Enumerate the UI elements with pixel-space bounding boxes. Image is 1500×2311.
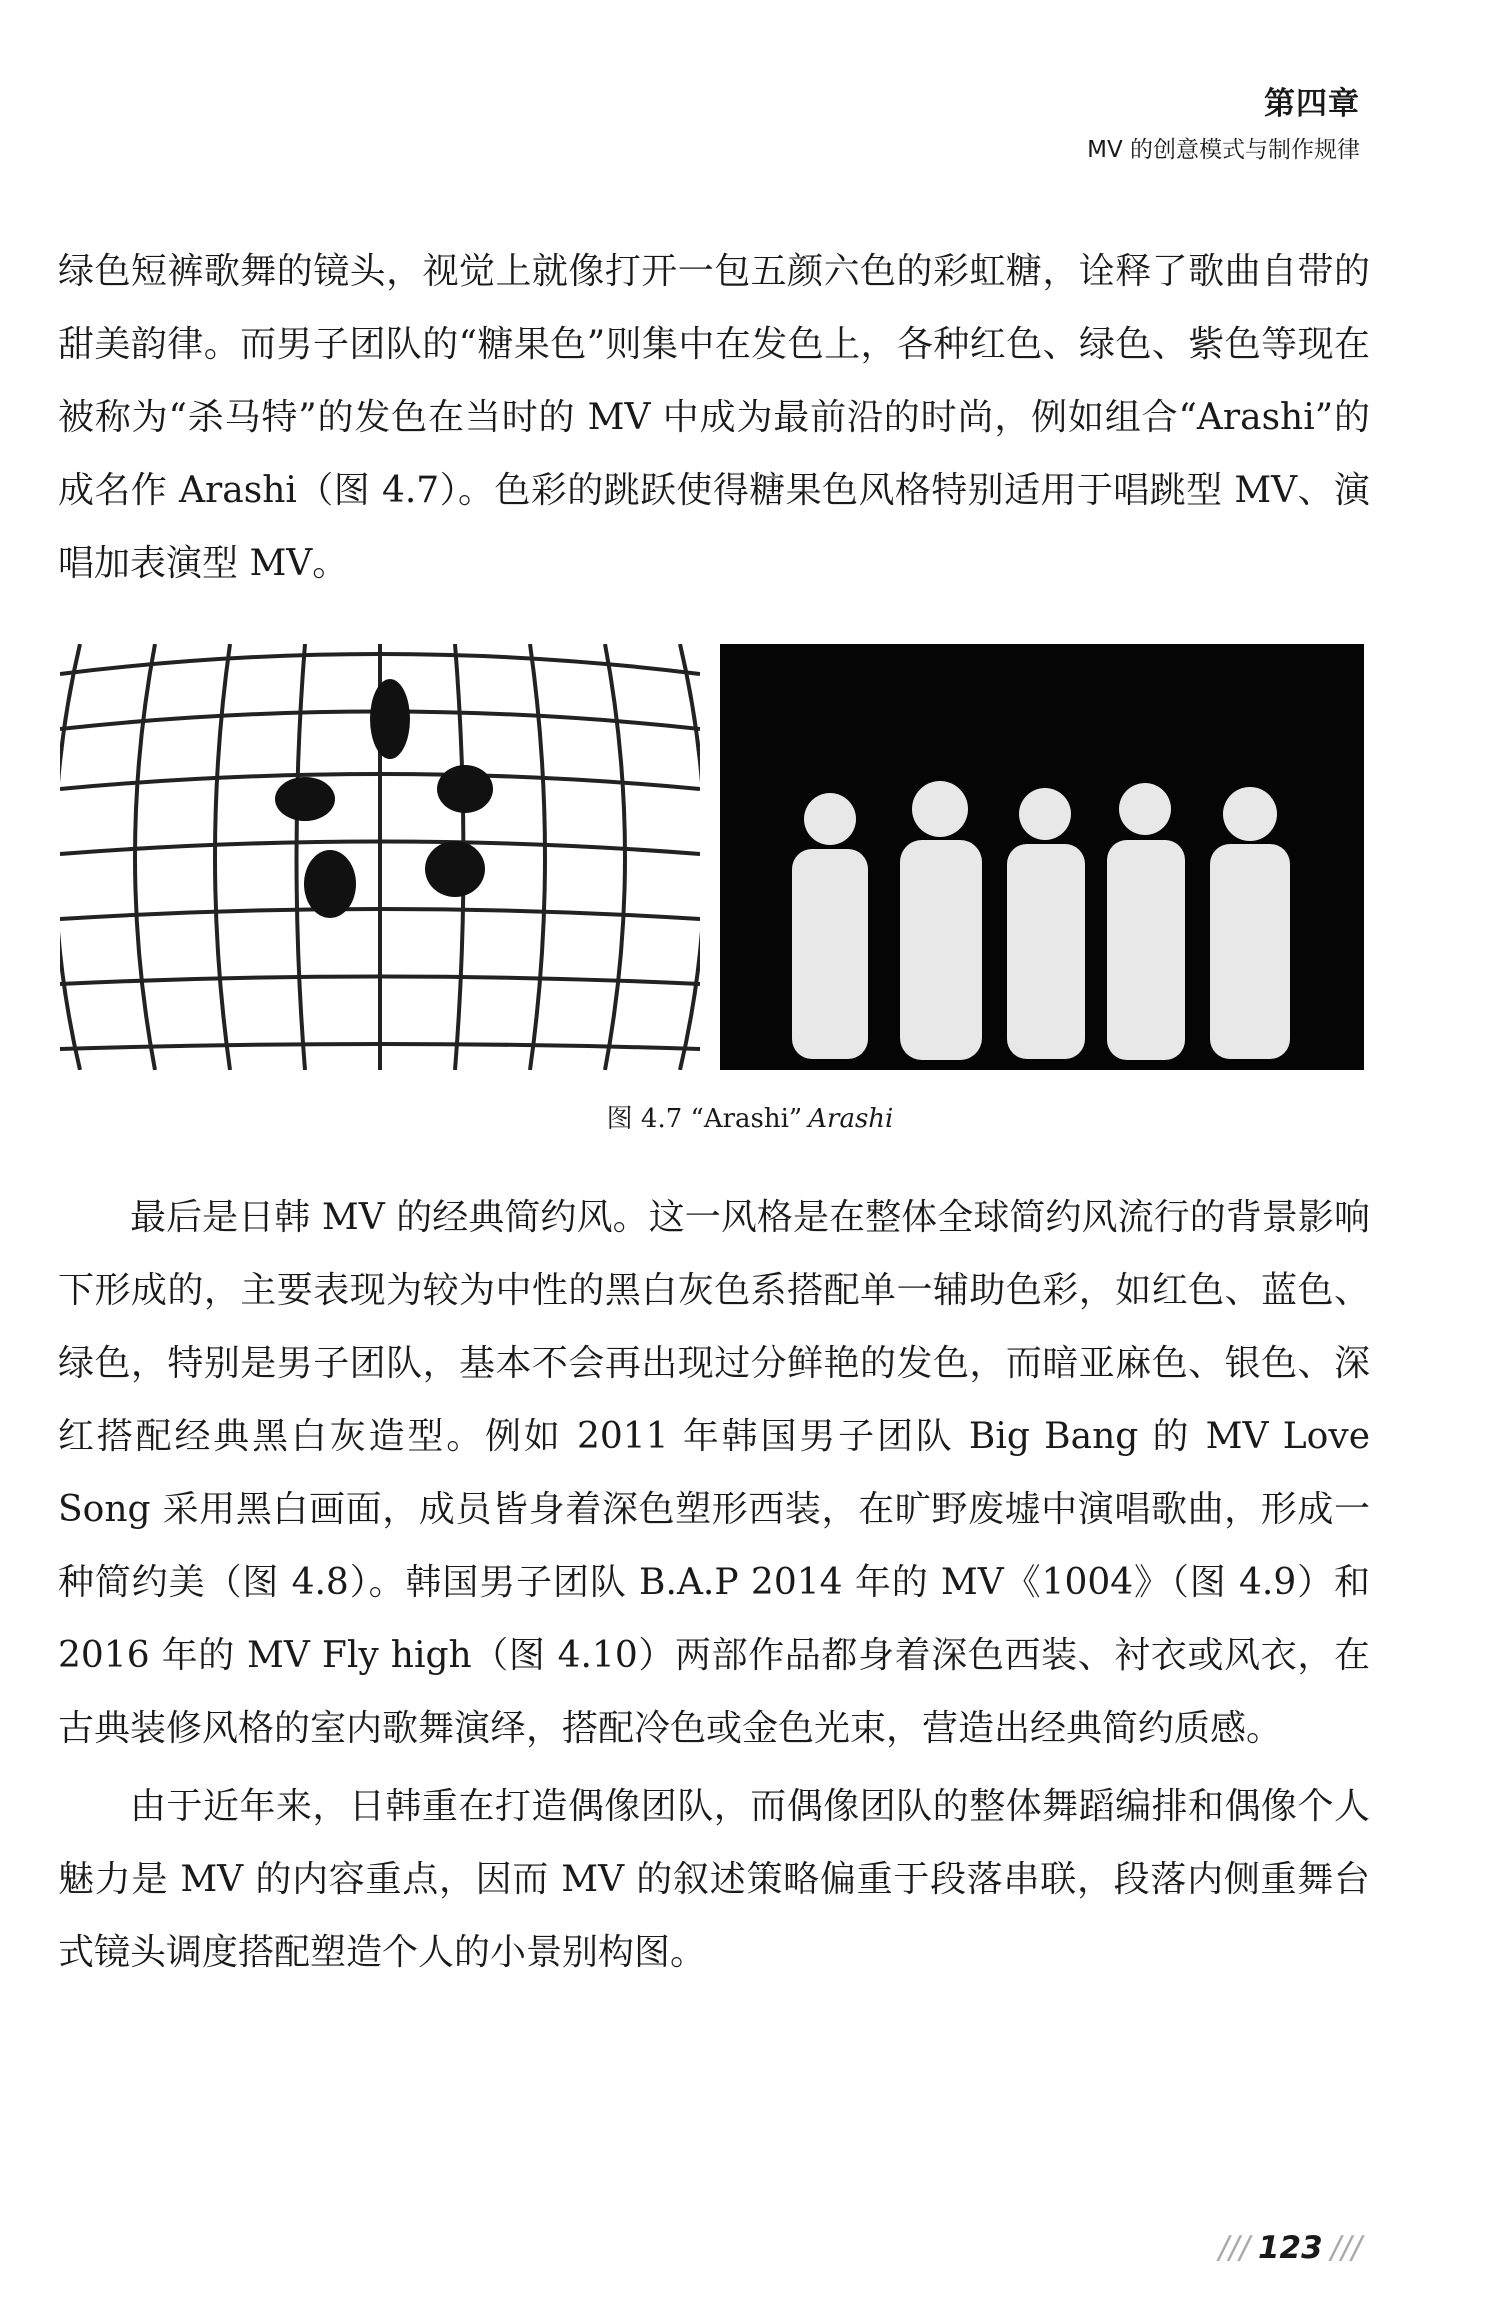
running-header: [1087, 78, 1360, 164]
body-paragraph-3: 由于近年来，日韩重在打造偶像团队，而偶像团队的整体舞蹈编排和偶像个人魅力是 MV 的内容重点，因而 MV 的叙述策略偏重于段落串联，段落内侧重舞台式镜头调度搭配塑造个人的小景别构图。: [58, 1786, 1370, 1973]
body-paragraph-2: 最后是日韩 MV 的经典简约风。这一风格是在整体全球简约风流行的背景影响下形成的，主要表现为较为中性的黑白灰色系搭配单一辅助色彩，如红色、蓝色、绿色，特别是男子团队，基本不会再出现过分鲜艳的发色，而暗亚麻色、银色、深红搭配经典黑白灰造型。例如 2011 年韩国男子团队 Big Bang 的 MV Love Song 采用黑白画面，成员皆身着深色塑形西装，在旷野废墟中演唱歌曲，形成一种简约美（图 4.8）。韩国男子团队 B.A.P 2014 年的 MV《1004》（图 4.9）和 2016 年的 MV Fly high（图 4.10）两部作品都身着深色西装、衬衣或风衣，在古典装修风格的室内歌舞演绎，搭配冷色或金色光束，营造出经典简约质感。: [58, 1197, 1370, 1749]
figure-photo-grid-dancers: [60, 644, 700, 1070]
figure-photo-group-portrait: [720, 644, 1364, 1070]
caption-label: 图 4.7: [606, 1104, 683, 1134]
chapter-subtitle: MV 的创意模式与制作规律: [1087, 137, 1360, 163]
page-number: 123: [1257, 2230, 1323, 2266]
page-number-footer: [1211, 2230, 1370, 2266]
group-portrait-illustration: [720, 644, 1364, 1070]
footer-decoration-right: ///: [1330, 2230, 1362, 2266]
caption-title: Arashi: [808, 1104, 894, 1134]
figure-caption: [0, 1098, 1500, 1135]
chapter-title: 第四章: [1264, 86, 1360, 122]
body-paragraph-1: 绿色短裤歌舞的镜头，视觉上就像打开一包五颜六色的彩虹糖，诠释了歌曲自带的甜美韵律。而男子团队的“糖果色”则集中在发色上，各种红色、绿色、紫色等现在被称为“杀马特”的发色在当时的 MV 中成为最前沿的时尚，例如组合“Arashi”的成名作 Arashi（图 4.7）。色彩的跳跃使得糖果色风格特别适用于唱跳型 MV、演唱加表演型 MV。: [58, 251, 1370, 584]
grid-floor-illustration: [60, 644, 700, 1070]
footer-decoration-left: ///: [1218, 2230, 1250, 2266]
caption-group: “Arashi”: [690, 1104, 803, 1134]
